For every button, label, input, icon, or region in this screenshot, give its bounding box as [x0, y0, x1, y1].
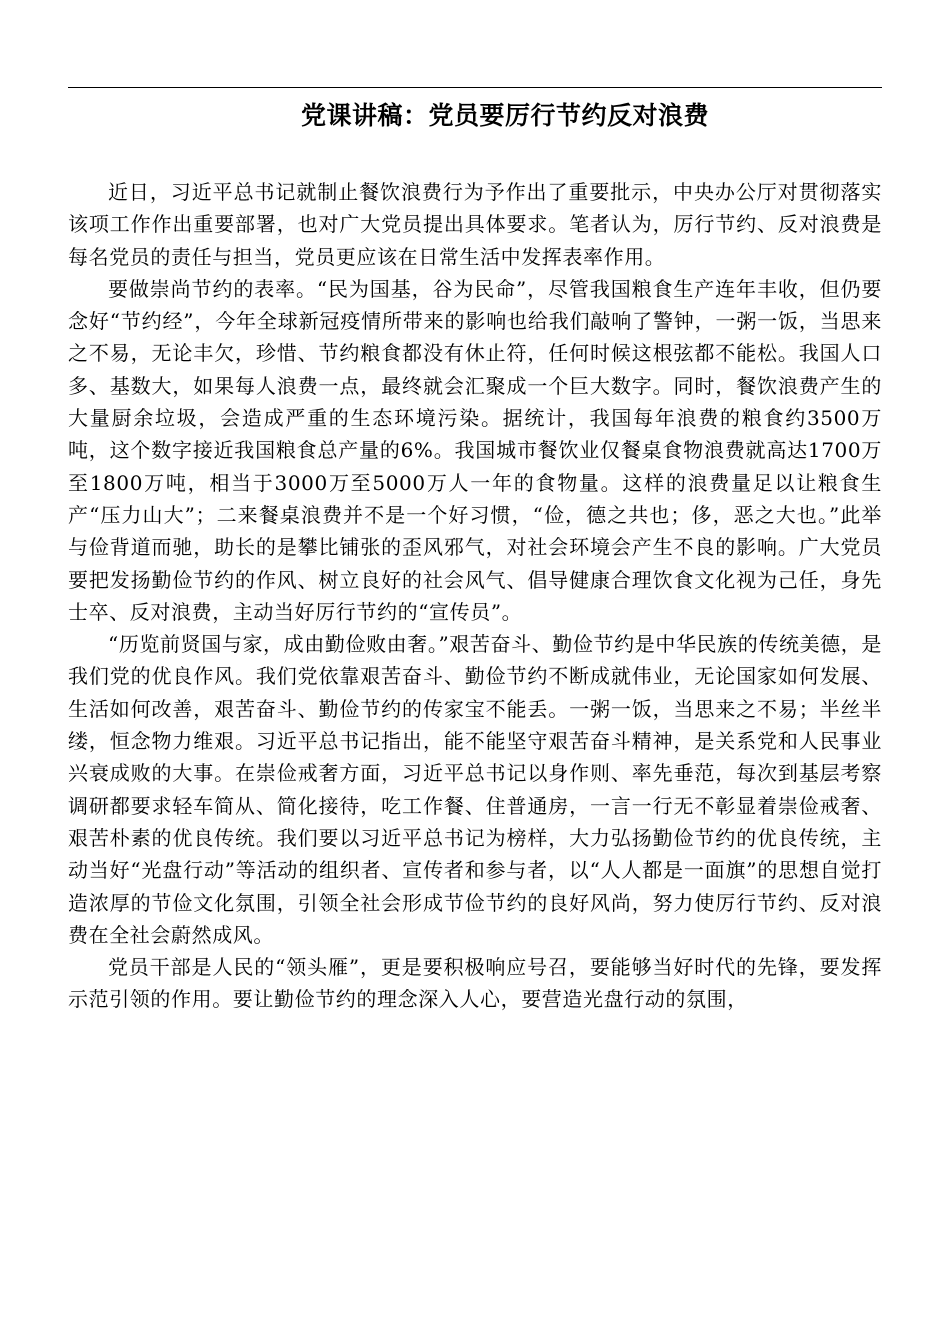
paragraph-3: “历览前贤国与家，成由勤俭败由奢。”艰苦奋斗、勤俭节约是中华民族的传统美德，是我们党的优良作风。我们党依靠艰苦奋斗、勤俭节约不断成就伟业，无论国家如何发展、生活如何改善，艰苦奋斗、勤俭节约的传家宝不能丢。一粥一饭，当思来之不易；半丝半缕，恒念物力维艰。习近平总书记指出，能不能坚守艰苦奋斗精神，是关系党和人民事业兴衰成败的大事。在崇俭戒奢方面，习近平总书记以身作则、率先垂范，每次到基层考察调研都要求轻车简从、简化接待，吃工作餐、住普通房，一言一行无不彰显着崇俭戒奢、艰苦朴素的优良传统。我们要以习近平总书记为榜样，大力弘扬勤俭节约的优良传统，主动当好“光盘行动”等活动的组织者、宣传者和参与者，以“人人都是一面旗”的思想自觉打造浓厚的节俭文化氛围，引领全社会形成节俭节约的良好风尚，努力使厉行节约、反对浪费在全社会蔚然成风。	[68, 632, 882, 947]
header-rule	[68, 87, 882, 88]
paragraph-1: 近日，习近平总书记就制止餐饮浪费行为予作出了重要批示，中央办公厅对贯彻落实该项工作作出重要部署，也对广大党员提出具体要求。笔者认为，厉行节约、反对浪费是每名党员的责任与担当，党员更应该在日常生活中发挥表率作用。	[68, 180, 882, 269]
paragraph-4: 党员干部是人民的“领头雁”，更是要积极响应号召，要能够当好时代的先锋，要发挥示范引领的作用。要让勤俭节约的理念深入人心，要营造光盘行动的氛围，	[68, 955, 882, 1012]
paragraph-2: 要做崇尚节约的表率。“民为国基，谷为民命”，尽管我国粮食生产连年丰收，但仍要念好“节约经”，今年全球新冠疫情所带来的影响也给我们敲响了警钟，一粥一饭，当思来之不易，无论丰欠，珍惜、节约粮食都没有休止符，任何时候这根弦都不能松。我国人口多、基数大，如果每人浪费一点，最终就会汇聚成一个巨大数字。同时，餐饮浪费产生的大量厨余垃圾，会造成严重的生态环境污染。据统计，我国每年浪费的粮食约3500万吨，这个数字接近我国粮食总产量的6%。我国城市餐饮业仅餐桌食物浪费就高达1700万至1800万吨，相当于3000万至5000万人一年的食物量。这样的浪费量足以让粮食生产“压力山大”；二来餐桌浪费并不是一个好习惯，“俭，德之共也；侈，恶之大也。”此举与俭背道而驰，助长的是攀比铺张的歪风邪气，对社会环境会产生不良的影响。广大党员要把发扬勤俭节约的作风、树立良好的社会风气、倡导健康合理饮食文化视为己任，身先士卒、反对浪费，主动当好厉行节约的“宣传员”。	[68, 276, 882, 624]
document-title: 党课讲稿：党员要厉行节约反对浪费	[300, 101, 709, 130]
document-body	[68, 176, 882, 1016]
